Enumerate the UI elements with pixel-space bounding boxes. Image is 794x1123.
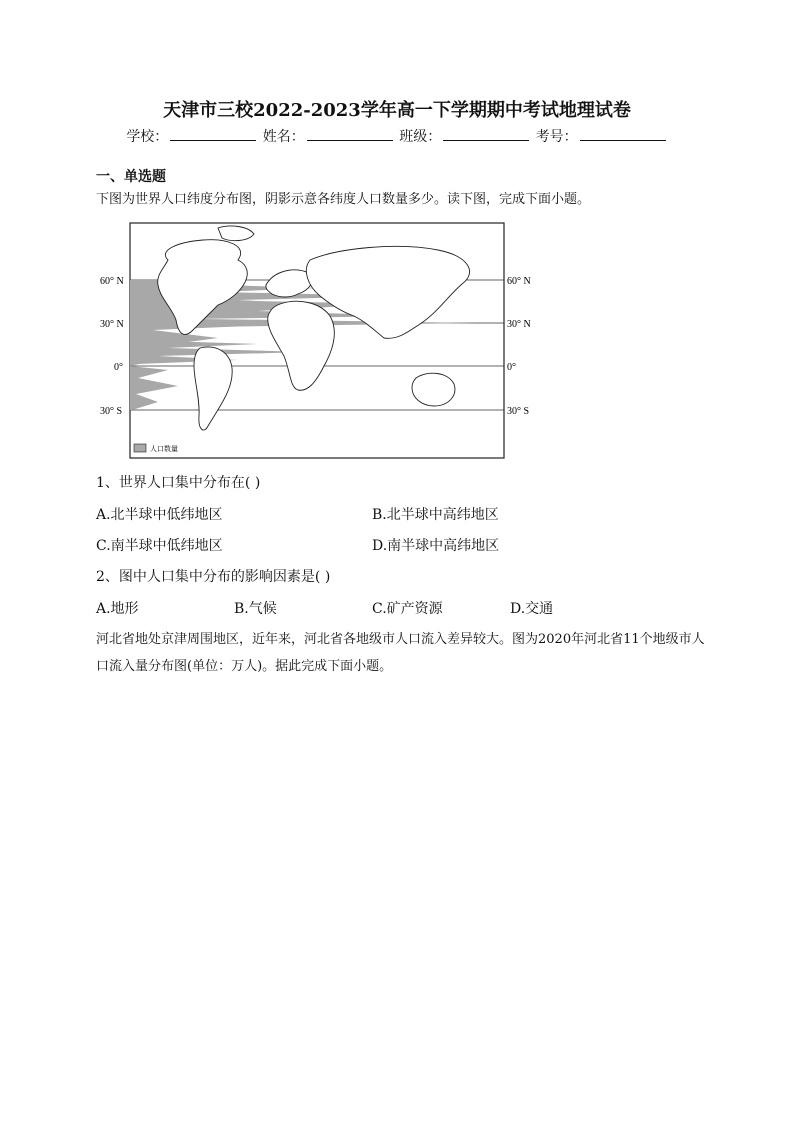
lat-label-right-60n: 60° N bbox=[507, 276, 531, 287]
name-blank[interactable] bbox=[307, 126, 393, 141]
exam-title: 天津市三校2022-2023学年高一下学期期中考试地理试卷 bbox=[163, 100, 631, 121]
exam-number-label: 考号： bbox=[535, 129, 578, 145]
intro-paragraph-1: 下图为世界人口纬度分布图，阴影示意各纬度人口数量多少。读下图，完成下面小题。 bbox=[96, 192, 591, 207]
school-label: 学校： bbox=[126, 129, 169, 145]
class-label: 班级： bbox=[399, 129, 442, 145]
question-2-option-d[interactable]: D.交通 bbox=[510, 601, 554, 617]
lat-label-left-0: 0° bbox=[114, 362, 123, 373]
question-1-option-d[interactable]: D.南半球中高纬地区 bbox=[372, 538, 500, 554]
question-2-option-b[interactable]: B.气候 bbox=[234, 601, 277, 617]
section-heading: 一、单选题 bbox=[96, 169, 166, 185]
lat-label-left-60n: 60° N bbox=[100, 276, 124, 287]
class-blank[interactable] bbox=[443, 126, 529, 141]
exam-number-blank[interactable] bbox=[580, 126, 666, 141]
question-1-option-c[interactable]: C.南半球中低纬地区 bbox=[96, 538, 223, 554]
question-1-option-a[interactable]: A.北半球中低纬地区 bbox=[96, 507, 223, 523]
lat-label-left-30n: 30° N bbox=[100, 319, 124, 330]
australia-shape bbox=[412, 373, 455, 406]
student-info-line bbox=[0, 126, 794, 146]
world-population-map bbox=[98, 220, 538, 462]
question-1-stem: 1、世界人口集中分布在( ) bbox=[96, 475, 261, 491]
question-1-option-b[interactable]: B.北半球中高纬地区 bbox=[372, 507, 499, 523]
legend-swatch bbox=[134, 444, 146, 452]
legend-label: 人口数量 bbox=[150, 445, 178, 453]
question-2-option-a[interactable]: A.地形 bbox=[96, 601, 139, 617]
lat-label-right-30n: 30° N bbox=[507, 319, 531, 330]
question-2-stem: 2、图中人口集中分布的影响因素是( ) bbox=[96, 569, 331, 585]
intro-paragraph-2: 河北省地处京津周围地区，近年来，河北省各地级市人口流入差异较大。图为2020年河北省11个地级市人口流入量分布图(单位：万人)。据此完成下面小题。 bbox=[96, 632, 705, 674]
lat-label-right-0: 0° bbox=[507, 362, 516, 373]
school-blank[interactable] bbox=[170, 126, 256, 141]
question-2-option-c[interactable]: C.矿产资源 bbox=[372, 601, 443, 617]
lat-label-left-30s: 30° S bbox=[100, 406, 123, 417]
name-label: 姓名： bbox=[262, 129, 305, 145]
lat-label-right-30s: 30° S bbox=[507, 406, 530, 417]
